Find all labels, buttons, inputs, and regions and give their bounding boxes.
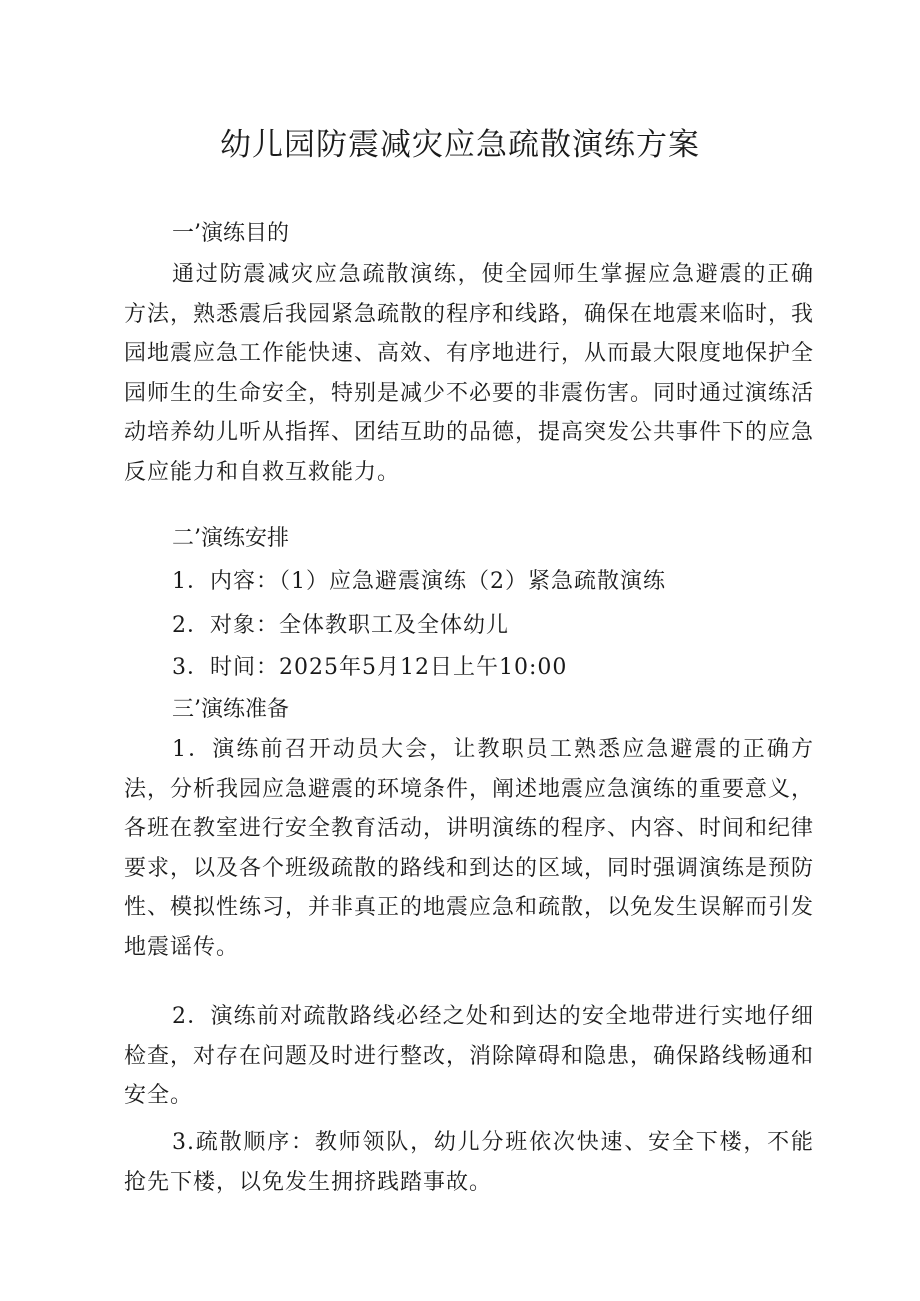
section-heading-purpose: 一’演练目的 bbox=[172, 221, 289, 246]
arrangement-item-time: 3．时间：2025年5月12日上午10:00 bbox=[172, 655, 568, 680]
section-heading-arrangement: 二’演练安排 bbox=[172, 526, 289, 551]
arrangement-item-content: 1．内容：（1）应急避震演练（2）紧急疏散演练 bbox=[172, 569, 666, 594]
preparation-paragraph-2: 2．演练前对疏散路线必经之处和到达的安全地带进行实地仔细检查，对存在问题及时进行整改，消除障碍和隐患，确保路线畅通和安全。 bbox=[124, 1004, 815, 1108]
preparation-paragraph-1: 1．演练前召开动员大会，让教职员工熟悉应急避震的正确方法，分析我园应急避震的环境条件，阐述地震应急演练的重要意义，各班在教室进行安全教育活动，讲明演练的程序、内容、时间和纪律要求，以及各个班级疏散的路线和到达的区域，同时强调演练是预防性、模拟性练习，并非真正的地震应急和疏散，以免发生误解而引发地震谣传。 bbox=[124, 737, 815, 960]
preparation-paragraph-3: 3.疏散顺序：教师领队，幼儿分班依次快速、安全下楼，不能抢先下楼，以免发生拥挤践踏事故。 bbox=[124, 1130, 814, 1195]
section-heading-preparation: 三’演练准备 bbox=[172, 697, 289, 722]
document-title: 幼儿园防震减灾应急疏散演练方案 bbox=[220, 127, 700, 163]
arrangement-item-participants: 2．对象：全体教职工及全体幼儿 bbox=[172, 613, 509, 638]
purpose-paragraph: 通过防震减灾应急疏散演练，使全园师生掌握应急避震的正确方法，熟悉震后我园紧急疏散的程序和线路，确保在地震来临时，我园地震应急工作能快速、高效、有序地进行，从而最大限度地保护全园师生的生命安全，特别是减少不必要的非震伤害。同时通过演练活动培养幼儿听从指挥、团结互助的品德，提高突发公共事件下的应急反应能力和自救互救能力。 bbox=[124, 262, 815, 485]
